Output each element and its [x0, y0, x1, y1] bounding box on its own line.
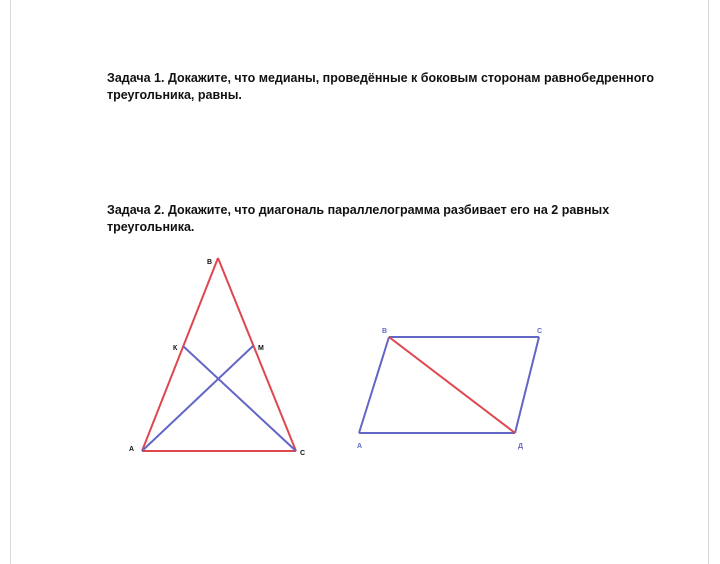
para-side-ab [359, 337, 389, 433]
para-label-d: Д [518, 443, 523, 450]
triangle-label-k: К [173, 345, 178, 352]
side-ab [142, 258, 218, 451]
para-label-a: А [357, 443, 363, 450]
para-side-cd [515, 337, 539, 433]
median-ck [183, 346, 296, 451]
triangle-label-m: М [258, 345, 264, 352]
triangle-label-a: А [129, 446, 135, 453]
task-2-text: Задача 2. Докажите, что диагональ параллелограмма разбивает его на 2 равных треугольника. [107, 203, 610, 234]
side-bc [218, 258, 296, 451]
triangle-label-c: С [300, 450, 306, 457]
para-label-b: В [382, 328, 388, 335]
para-diagonal-bd [389, 337, 515, 433]
isosceles-triangle-figure [129, 258, 305, 457]
triangle-label-b: В [207, 259, 213, 266]
task-1-text: Задача 1. Докажите, что медианы, проведённые к боковым сторонам равнобедренного треугольника, равны. [107, 71, 655, 102]
para-label-c: С [537, 328, 543, 335]
parallelogram-figure [357, 328, 542, 450]
median-am [142, 346, 253, 451]
